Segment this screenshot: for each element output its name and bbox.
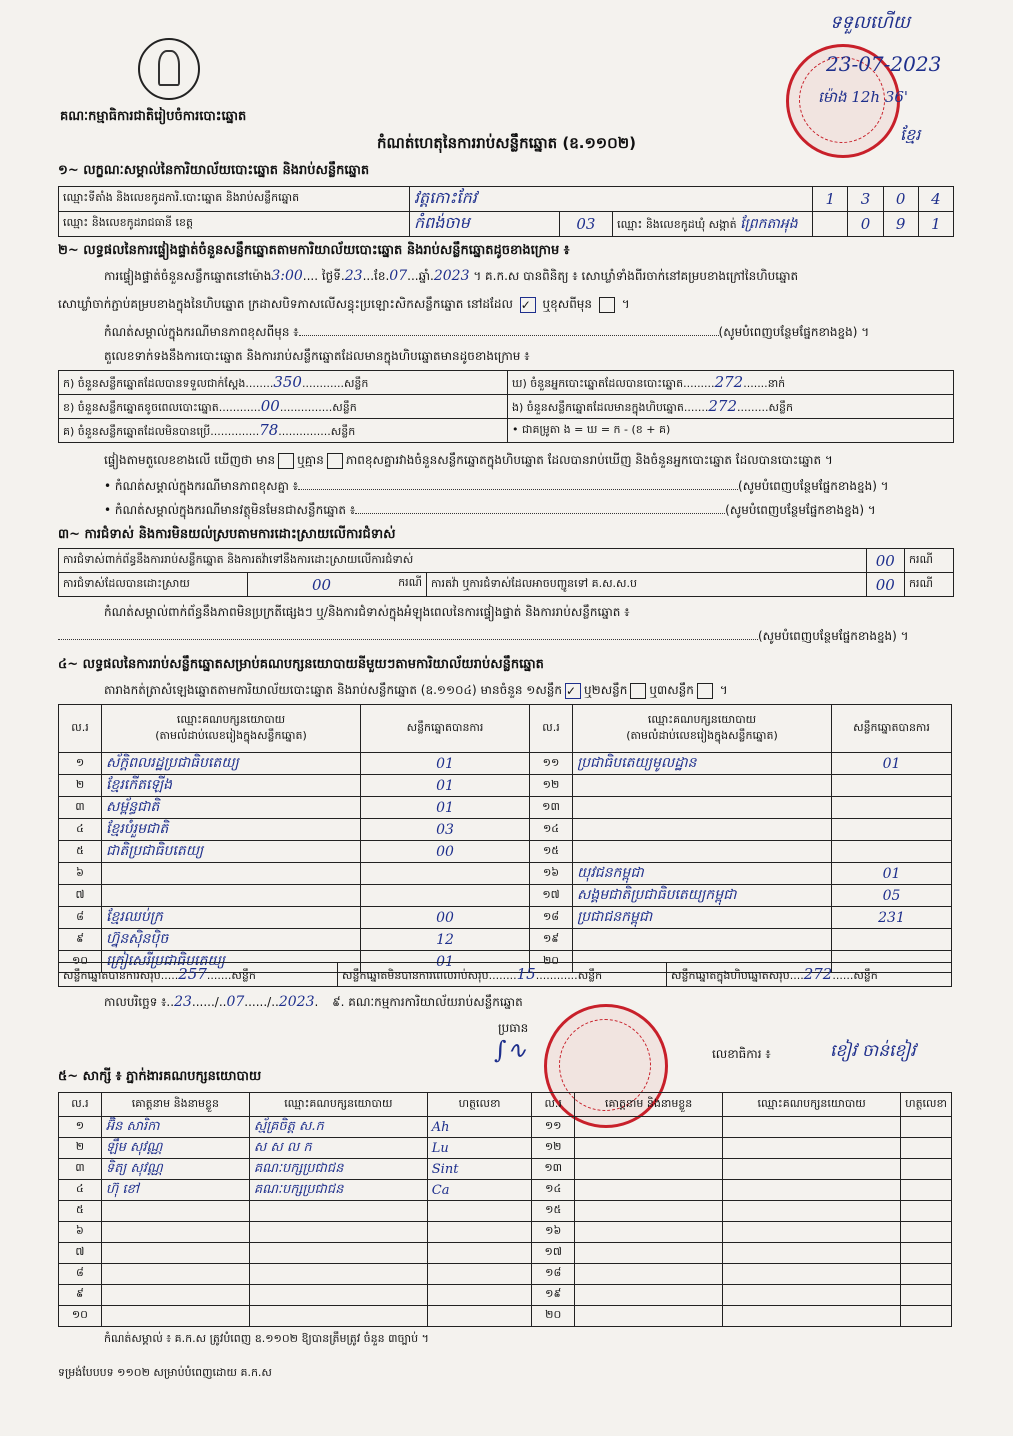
- party-number: ១៩: [530, 929, 573, 951]
- witness-signature: [901, 1159, 952, 1180]
- signing-date: កាលបរិច្ឆេទ ៖..23....../..07....../..2023. ៩. គណៈកម្មការការិយាល័យរាប់សន្លឹកឆ្នោត: [104, 994, 523, 1010]
- party-results-table: ល.រ ឈ្មោះគណបក្សនយោបាយ (តាមលំដាប់លេខរៀងក្នុងសន្លឹកឆ្នោត) សន្លឹកឆ្នោតបានការ ល.រ ឈ្មោះគណបក្សនយោបាយ (តាមលំដាប់លេខរៀងក្នុងសន្លឹកឆ្នោត) សន្លឹកឆ្នោតបានការ ១ ស័ក្តិពលរដ្ឋប្រជាធិបតេយ្យ 01 ១១ ប្រជាធិបតេយ្យមូលដ្ឋាន 01 ២ ខ្មែរកើតឡើង 01 ១២ ៣ សម្ព័ន្ធជាតិ 01 ១៣ ៤ ខ្មែរបំរួមជាតិ 03 ១៤ ៥ ជាតិប្រជាធិបតេយ្យ 00 ១៥ ៦ ១៦ យុវជនកម្ពុជា 01 ៧ ១៧ សង្គមជាតិប្រជាធិបតេយ្យកម្ពុជា 05 ៨ ខ្មែរឈប់ក្រ 00 ១៨ ប្រជាជនកម្ពុជា 231 ៩ ហ្វ៊ុនស៊ិនប៉ិច 12 ១៩ ១០ ក្រៀសេរីប្រជាធិបតេយ្យ 01 ២០: [58, 704, 952, 973]
- province-label: ឈ្មោះ និងលេខកូដរាជធានី ខេត្ត: [59, 212, 410, 237]
- commune-name: ព្រែកតាអុង: [740, 215, 798, 232]
- section5-title: ៥~ សាក្សី ៖ ភ្នាក់ងារគណបក្សនយោបាយ: [58, 1069, 262, 1084]
- station-code-4: 4: [918, 187, 953, 212]
- station-label: ឈ្មោះទីតាំង និងលេខកូដការិ.បោះឆ្នោត និងរាប់សន្លឹកឆ្នោត: [59, 187, 410, 212]
- witness-signature: [901, 1180, 952, 1201]
- party-name: ខ្មែរឈប់ក្រ: [102, 907, 361, 929]
- table-row: [59, 907, 952, 929]
- same-checkbox: ✓: [520, 297, 536, 313]
- party-name: [573, 819, 832, 841]
- witness-name: [575, 1180, 723, 1201]
- witness-party: ស ស ល ក: [249, 1138, 427, 1159]
- party-name: [102, 885, 361, 907]
- witness-number: ៥: [59, 1201, 102, 1222]
- total-invalid-value: 15: [516, 964, 536, 983]
- party-number: ១៤: [530, 819, 573, 841]
- voters-value: 272: [714, 372, 744, 391]
- received-date: 23-07-2023: [826, 52, 942, 76]
- diff-remark-line: • កំណត់សម្គាល់ក្នុងករណីមានភាពខុសគ្នា ៖ (សូមបំពេញបន្ថែមផ្នែកខាងខ្នង) ។: [104, 479, 889, 493]
- witness-signature: [427, 1264, 532, 1285]
- party-name: [573, 929, 832, 951]
- final-note: កំណត់សម្គាល់ ៖ គ.ក.ស ត្រូវបំពេញ ឧ.១១០២ ឱ្យបានត្រឹមត្រូវ ចំនួន ៣ច្បាប់ ។: [104, 1332, 429, 1345]
- witness-signature: [427, 1201, 532, 1222]
- witness-name: [575, 1243, 723, 1264]
- resolved-count: 00: [312, 575, 332, 594]
- witness-number: ១៥: [532, 1201, 575, 1222]
- party-votes: 01: [361, 951, 530, 973]
- party-votes: 01: [361, 753, 530, 775]
- party-name: សង្គមជាតិប្រជាធិបតេយ្យកម្ពុជា: [573, 885, 832, 907]
- received-time: ម៉ោង 12h 36': [818, 88, 909, 106]
- witness-name: [575, 1159, 723, 1180]
- table-row: [59, 1222, 952, 1243]
- witness-number: ២០: [532, 1306, 575, 1327]
- table-row: [59, 1201, 952, 1222]
- witness-party: [249, 1201, 427, 1222]
- witness-name: [575, 1306, 723, 1327]
- witness-signature: [901, 1243, 952, 1264]
- commune-code-3: 1: [918, 212, 953, 237]
- resolved-label: ការជំទាស់ដែលបានដោះស្រាយ: [59, 573, 248, 597]
- table-row: [59, 1285, 952, 1306]
- party-votes: 12: [361, 929, 530, 951]
- witness-party: [249, 1243, 427, 1264]
- witness-number: ១៩: [532, 1285, 575, 1306]
- witness-name: [575, 1201, 723, 1222]
- section2-title: ២~ លទ្ធផលនៃការផ្ទៀងផ្ទាត់ចំនួនសន្លឹកឆ្នោតតាមការិយាល័យបោះឆ្នោត និងរាប់សន្លឹកឆ្នោតដូចខាងក្រោម ៖: [58, 243, 570, 258]
- party-votes: 00: [361, 907, 530, 929]
- witness-signature: [427, 1285, 532, 1306]
- table-row: [59, 841, 952, 863]
- witness-name: ទិត្យ សុវណ្ណ: [101, 1159, 249, 1180]
- received-ballots: ក) ចំនួនសន្លឹកឆ្នោតដែលបានទទួលជាក់ស្តែង........350............សន្លឹក: [59, 371, 508, 395]
- party-number: ៦: [59, 863, 102, 885]
- station-code-3: 0: [883, 187, 918, 212]
- verification-line: ការផ្ទៀងផ្ទាត់ចំនួនសន្លឹកឆ្នោតនៅម៉ោង3:00.... ថ្ងៃទី.23...ខែ.07...ឆ្នាំ.2023 ។ គ.ក.ស បានពិនិត្យ ៖ សោឃ្លាំទាំងពីរចាក់នៅគម្របខាងក្រៅនៃហិបឆ្នោត: [104, 268, 799, 284]
- party-votes: [832, 819, 952, 841]
- witness-name: [101, 1222, 249, 1243]
- party-number: ១៨: [530, 907, 573, 929]
- witness-name: [101, 1264, 249, 1285]
- party-number: ៩: [59, 929, 102, 951]
- witness-name: [101, 1201, 249, 1222]
- sign-month: 07: [226, 994, 245, 1010]
- party-number: ១៣: [530, 797, 573, 819]
- verify-time: 3:00: [271, 268, 303, 284]
- witness-party: [723, 1243, 901, 1264]
- party-name: ហ្វ៊ុនស៊ិនប៉ិច: [102, 929, 361, 951]
- diff-note-line: កំណត់សម្គាល់ក្នុងករណីមានភាពខុសពីមុន ៖ (សូមបំពេញបន្ថែមផ្នែកខាងខ្នង) ។: [104, 325, 870, 339]
- verify-month: 07: [389, 268, 408, 284]
- received-value: 350: [273, 372, 302, 391]
- witness-signature: [427, 1243, 532, 1264]
- verify-year: 2023: [433, 268, 470, 284]
- witness-number: ១២: [532, 1138, 575, 1159]
- unused-ballots: គ) ចំនួនសន្លឹកឆ្នោតដែលមិនបានប្រើ..............78...............សន្លឹក: [59, 419, 508, 443]
- table-row: [59, 1117, 952, 1138]
- one-sheet-checkbox: ✓: [565, 683, 581, 699]
- witness-name: ឡឹម សុវណ្ណ: [101, 1138, 249, 1159]
- objections-table: ការជំទាស់ពាក់ព័ន្ធនឹងការរាប់សន្លឹកឆ្នោត និងការតវ៉ាទៅនឹងការដោះស្រាយលើការជំទាស់ 00 ករណី ការជំទាស់ដែលបានដោះស្រាយ 00 ករណី ការតវ៉ា ឬការជំទាស់ដែលអាចបញ្ជូនទៅ គ.ស.ស.ប 00 ករណី: [58, 548, 954, 597]
- witness-signature: [901, 1264, 952, 1285]
- witness-number: ៩: [59, 1285, 102, 1306]
- section3-title: ៣~ ការជំទាស់ និងការមិនយល់ស្របតាមការដោះស្រាយលើការជំទាស់: [58, 527, 396, 542]
- party-number: ១: [59, 753, 102, 775]
- party-votes: 03: [361, 819, 530, 841]
- witness-name: [101, 1306, 249, 1327]
- objection-label: ការជំទាស់ពាក់ព័ន្ធនឹងការរាប់សន្លឹកឆ្នោត និងការតវ៉ាទៅនឹងការដោះស្រាយលើការជំទាស់: [59, 549, 867, 573]
- table-row: [59, 1306, 952, 1327]
- party-votes: 01: [832, 863, 952, 885]
- witness-number: ៦: [59, 1222, 102, 1243]
- party-votes: 01: [361, 775, 530, 797]
- forwarded-label: ការតវ៉ា ឬការជំទាស់ដែលអាចបញ្ជូនទៅ គ.ស.ស.ប: [427, 573, 867, 597]
- party-number: ២០: [530, 951, 573, 973]
- party-votes: 00: [361, 841, 530, 863]
- table-row: [59, 797, 952, 819]
- witness-signature: [901, 1201, 952, 1222]
- box-ballots: ង) ចំនួនសន្លឹកឆ្នោតដែលមានក្នុងហិបឆ្នោត.......272.........សន្លឹក: [508, 395, 954, 419]
- chair-signature-icon: ∫∿: [494, 1036, 527, 1064]
- witness-name: [575, 1117, 723, 1138]
- secretary-name: ខៀវ ចាន់ខៀវ: [830, 1041, 916, 1061]
- party-votes: 231: [832, 907, 952, 929]
- party-votes: [361, 863, 530, 885]
- totals-table: [58, 962, 952, 987]
- seal-line: សោឃ្លាំចាក់ភ្ជាប់គម្របខាងក្នុងនៃហិបឆ្នោត ក្រដាសបិទភាសលើសន្ធុះប្រឡោះសិកសន្លឹកឆ្នោត នៅដដែល ✓ ឬខុសពីមុន ។: [58, 297, 630, 312]
- table-row: [59, 1264, 952, 1285]
- witness-number: ១៨: [532, 1264, 575, 1285]
- witness-number: ៧: [59, 1243, 102, 1264]
- witness-party: [723, 1180, 901, 1201]
- spoiled-value: 00: [260, 396, 280, 415]
- box-value: 272: [708, 396, 737, 415]
- received-signature: ខ្មែរ: [900, 125, 921, 144]
- received-note: ទទួលហើយ: [830, 12, 910, 33]
- party-number: ៧: [59, 885, 102, 907]
- witness-name: [575, 1138, 723, 1159]
- table-row: [59, 775, 952, 797]
- witness-signature: [427, 1306, 532, 1327]
- witness-signature: Sint: [427, 1159, 532, 1180]
- total-valid-value: 257: [178, 964, 207, 983]
- party-name: [573, 797, 832, 819]
- witness-party: [723, 1117, 901, 1138]
- party-name: [573, 775, 832, 797]
- party-name: ជាតិប្រជាធិបតេយ្យ: [102, 841, 361, 863]
- table-row: [59, 819, 952, 841]
- has-difference-checkbox: [278, 453, 294, 469]
- commune-label: ឈ្មោះ និងលេខកូដឃុំ សង្កាត់ ព្រែកតាអុង: [613, 212, 813, 237]
- witness-party: [723, 1138, 901, 1159]
- witness-signature: [901, 1222, 952, 1243]
- voters-voted: ឃ) ចំនួនអ្នកបោះឆ្នោតដែលបានបោះឆ្នោត.........272.......នាក់: [508, 371, 954, 395]
- table-row: [59, 1159, 952, 1180]
- party-number: ១១: [530, 753, 573, 775]
- party-votes: [361, 885, 530, 907]
- witness-signature: Ah: [427, 1117, 532, 1138]
- party-name: សម្ព័ន្ធជាតិ: [102, 797, 361, 819]
- party-number: ៣: [59, 797, 102, 819]
- unused-value: 78: [259, 420, 279, 439]
- witness-number: ៣: [59, 1159, 102, 1180]
- witness-name: [575, 1264, 723, 1285]
- tally-sheet-line: តារាងកត់ត្រាសំឡេងឆ្នោតតាមការិយាល័យបោះឆ្នោត និងរាប់សន្លឹកឆ្នោត (ឧ.១១០៤) មានចំនួន ១សន្លឹក ✓ ឬ២សន្លឹក ឬ៣សន្លឹក ។: [104, 683, 728, 698]
- commune-code-1: 0: [848, 212, 883, 237]
- form-footer: ទម្រង់បែបបទ ១១០២ សម្រាប់បំពេញដោយ គ.ក.ស: [58, 1366, 272, 1379]
- objection-count: 00: [866, 549, 904, 573]
- witness-number: ៤: [59, 1180, 102, 1201]
- sign-day: 23: [174, 994, 192, 1010]
- document-title: កំណត់ហេតុនៃការរាប់សន្លឹកឆ្នោត (ឧ.១១០២): [376, 134, 636, 152]
- table-row: [59, 863, 952, 885]
- table-row: [59, 885, 952, 907]
- witness-party: [723, 1306, 901, 1327]
- witness-number: ១: [59, 1117, 102, 1138]
- witness-party: [249, 1306, 427, 1327]
- witness-number: ១៧: [532, 1243, 575, 1264]
- party-votes: 01: [361, 797, 530, 819]
- witness-name: ហ៊ុ ខៅ: [101, 1180, 249, 1201]
- three-sheet-checkbox: [697, 683, 713, 699]
- party-name: ប្រជាធិបតេយ្យមូលដ្ឋាន: [573, 753, 832, 775]
- witness-party: [249, 1222, 427, 1243]
- party-name: ខ្មែរកើតឡើង: [102, 775, 361, 797]
- section1-table: [58, 186, 954, 237]
- witness-signature: [901, 1138, 952, 1159]
- irregularity-note: កំណត់សម្គាល់ពាក់ព័ន្ធនឹងភាពមិនប្រក្រតីផ្សេងៗ ឬ/និងការជំទាស់ក្នុងអំឡុងពេលនៃការផ្ទៀងផ្ទាត់ និងការរាប់សន្លឹកឆ្នោត ៖: [104, 605, 630, 619]
- total-box: សន្លឹកឆ្នោតក្នុងហិបឆ្នោតសរុប....272......សន្លឹក: [667, 963, 952, 987]
- station-code-1: 1: [813, 187, 848, 212]
- witness-party: [723, 1222, 901, 1243]
- two-sheet-checkbox: [630, 683, 646, 699]
- forwarded-count: 00: [866, 573, 904, 597]
- witness-name: [575, 1222, 723, 1243]
- total-box-value: 272: [803, 964, 833, 983]
- section1-title: ១~ លក្ខណៈសម្គាល់នៃការិយាល័យបោះឆ្នោត និងរាប់សន្លឹកឆ្នោត: [58, 163, 370, 178]
- table-row: [59, 929, 952, 951]
- party-name: ប្រជាជនកម្ពុជា: [573, 907, 832, 929]
- party-votes: [832, 841, 952, 863]
- witness-signature: Ca: [427, 1180, 532, 1201]
- witness-signature: [901, 1285, 952, 1306]
- ballot-figures-table: [58, 370, 954, 443]
- commission-name: គណៈកម្មាធិការជាតិរៀបចំការបោះឆ្នោត: [60, 109, 247, 124]
- formula: • ជាគម្រូតា ង = ឃ = ក - (ខ + គ): [508, 419, 954, 443]
- no-difference-checkbox: [327, 453, 343, 469]
- witness-party: [723, 1264, 901, 1285]
- table-row: [59, 1243, 952, 1264]
- party-votes: [832, 929, 952, 951]
- witness-signature: Lu: [427, 1138, 532, 1159]
- witness-party: [249, 1285, 427, 1306]
- witness-number: ២: [59, 1138, 102, 1159]
- witness-name: [101, 1243, 249, 1264]
- party-number: ១២: [530, 775, 573, 797]
- party-number: ២: [59, 775, 102, 797]
- witness-party: [723, 1159, 901, 1180]
- witness-party: ស្ម័គ្រចិត្ត ស.ក: [249, 1117, 427, 1138]
- witness-table: ល.រ គោត្តនាម និងនាមខ្លួន ឈ្មោះគណបក្សនយោបាយ ហត្ថលេខា ល.រ គោត្តនាម និងនាមខ្លួន ឈ្មោះគណបក្សនយោបាយ ហត្ថលេខា ១ អ៊ិន សារិកា ស្ម័គ្រចិត្ត ស.ក Ah ១១ ២ ឡឹម សុវណ្ណ ស ស ល ក Lu ១២ ៣ ទិត្យ សុវណ្ណ គណៈបក្សប្រជាជន Sint ១៣ ៤ ហ៊ុ ខៅ គណៈបក្សប្រជាជន Ca ១៤ ៥ ១៥ ៦ ១៦ ៧ ១៧ ៨ ១៨ ៩ ១៩ ១០ ២០: [58, 1092, 952, 1327]
- party-name: ស័ក្តិពលរដ្ឋប្រជាធិបតេយ្យ: [102, 753, 361, 775]
- figures-intro: តួលេខទាក់ទងនឹងការបោះឆ្នោត និងការរាប់សន្លឹកឆ្នោតដែលមានក្នុងហិបឆ្នោតមានដូចខាងក្រោម ៖: [104, 349, 530, 363]
- party-votes: 05: [832, 885, 952, 907]
- witness-name: អ៊ិន សារិកា: [101, 1117, 249, 1138]
- witness-signature: [427, 1222, 532, 1243]
- party-number: ៤: [59, 819, 102, 841]
- witness-number: ១៦: [532, 1222, 575, 1243]
- total-invalid: សន្លឹកឆ្នោតមិនបានការពេលរាប់សរុប........15............សន្លឹក: [338, 963, 667, 987]
- province-name: កំពង់ចាម: [409, 212, 559, 237]
- party-name: [573, 841, 832, 863]
- party-number: ១៥: [530, 841, 573, 863]
- chair-label: ប្រធាន: [498, 1021, 529, 1035]
- witness-signature: [901, 1117, 952, 1138]
- witness-party: [723, 1201, 901, 1222]
- difference-line: ផ្ទៀងតាមតួលេខខាងលើ ឃើញថា មាន ឬគ្មាន ភាពខុសគ្នារវាងចំនួនសន្លឹកឆ្នោតក្នុងហិបឆ្នោត ដែលបានរាប់ឃើញ និងចំនួនអ្នកបោះឆ្នោត ដែលបានបោះឆ្នោត ។: [104, 453, 833, 467]
- witness-party: គណៈបក្សប្រជាជន: [249, 1159, 427, 1180]
- commune-code-2: 9: [883, 212, 918, 237]
- station-code-2: 3: [848, 187, 883, 212]
- witness-signature: [901, 1306, 952, 1327]
- party-name: ក្រៀសេរីប្រជាធិបតេយ្យ: [102, 951, 361, 973]
- object-remark-line: • កំណត់សម្គាល់ក្នុងករណីមានវត្ថុមិនមែនជាសន្លឹកឆ្នោត ៖ (សូមបំពេញបន្ថែមផ្នែកខាងខ្នង) ។: [104, 503, 876, 517]
- witness-number: ១៣: [532, 1159, 575, 1180]
- party-votes: [832, 775, 952, 797]
- party-number: ៥: [59, 841, 102, 863]
- section4-title: ៤~ លទ្ធផលនៃការរាប់សន្លឹកឆ្នោតសម្រាប់គណបក្សនយោបាយនីមួយៗតាមការិយាល័យរាប់សន្លឹកឆ្នោត: [58, 657, 544, 672]
- party-votes: 01: [832, 753, 952, 775]
- party-number: ១៧: [530, 885, 573, 907]
- witness-number: ៨: [59, 1264, 102, 1285]
- secretary-label: លេខាធិការ ៖: [712, 1047, 771, 1061]
- party-name: [102, 863, 361, 885]
- verify-day: 23: [344, 268, 363, 284]
- witness-party: គណៈបក្សប្រជាជន: [249, 1180, 427, 1201]
- total-valid: សន្លឹកឆ្នោតបានការសរុប.....257.......សន្លឹក: [59, 963, 338, 987]
- table-row: [59, 753, 952, 775]
- party-votes: [832, 797, 952, 819]
- spoiled-ballots: ខ) ចំនួនសន្លឹកឆ្នោតខូចពេលបោះឆ្នោត............00...............សន្លឹក: [59, 395, 508, 419]
- table-row: [59, 1180, 952, 1201]
- table-row: [59, 1138, 952, 1159]
- different-checkbox: [599, 297, 615, 313]
- witness-name: [101, 1285, 249, 1306]
- party-name: យុវជនកម្ពុជា: [573, 863, 832, 885]
- irregularity-fill: (សូមបំពេញបន្ថែមផ្នែកខាងខ្នង) ។: [58, 628, 909, 646]
- witness-party: [249, 1264, 427, 1285]
- party-name: ខ្មែរបំរួមជាតិ: [102, 819, 361, 841]
- party-number: ១០: [59, 951, 102, 973]
- witness-number: ១០: [59, 1306, 102, 1327]
- nec-logo-icon: [138, 38, 200, 100]
- province-code: 03: [559, 212, 612, 237]
- witness-number: ១១: [532, 1117, 575, 1138]
- party-number: ១៦: [530, 863, 573, 885]
- sign-year: 2023: [278, 994, 315, 1010]
- witness-number: ១៤: [532, 1180, 575, 1201]
- party-number: ៨: [59, 907, 102, 929]
- witness-party: [723, 1285, 901, 1306]
- witness-name: [575, 1285, 723, 1306]
- station-name: វត្តកោះកែវ: [409, 187, 812, 212]
